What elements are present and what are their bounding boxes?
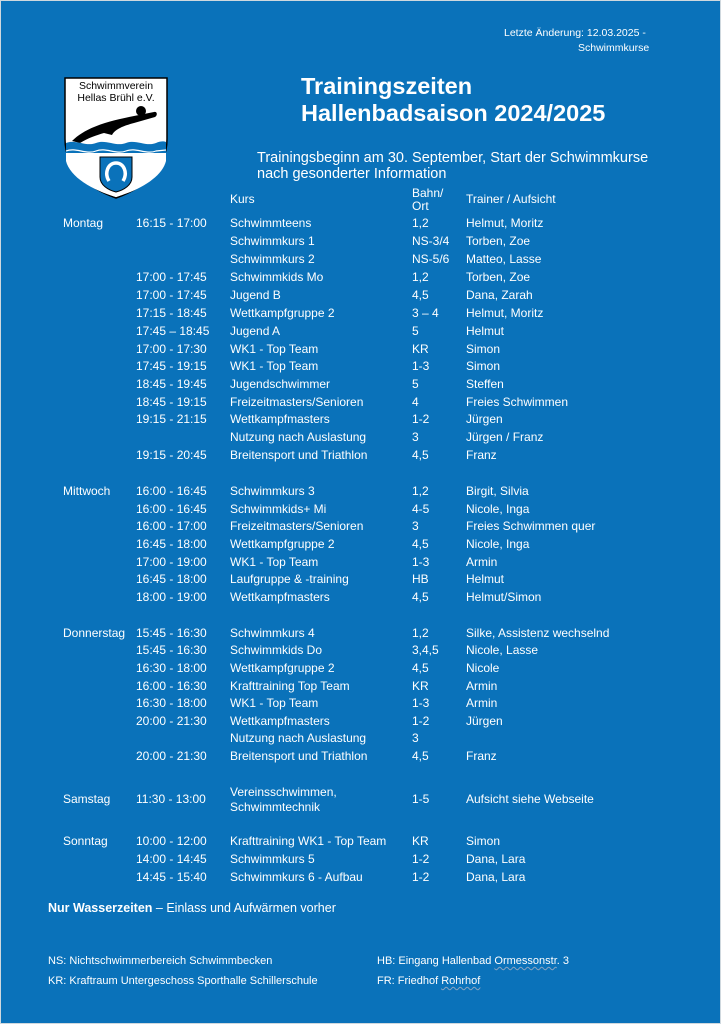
cell-lane: 5: [412, 324, 419, 338]
cell-time: 18:45 - 19:45: [136, 377, 207, 391]
cell-time: 16:15 - 17:00: [136, 216, 207, 230]
cell-lane: 3,4,5: [412, 643, 439, 657]
cell-course: Wettkampfmasters: [230, 714, 330, 728]
cell-trainer: Nicole, Inga: [466, 537, 530, 551]
cell-lane: KR: [412, 679, 429, 693]
cell-trainer: Jürgen: [466, 412, 503, 426]
cell-course: Laufgruppe & -training: [230, 572, 349, 586]
cell-trainer: Nicole: [466, 661, 500, 675]
cell-trainer: Simon: [466, 342, 501, 356]
schedule-row: [1, 519, 720, 537]
schedule-row: [1, 555, 720, 573]
club-logo: [64, 77, 168, 199]
cell-trainer: Jürgen / Franz: [466, 430, 544, 444]
cell-day: Samstag: [63, 792, 111, 806]
cell-lane: 4,5: [412, 661, 429, 675]
cell-lane: 1-2: [412, 852, 430, 866]
schedule-row: [1, 270, 720, 288]
cell-course: Jugend B: [230, 288, 281, 302]
cell-lane: 1-2: [412, 870, 430, 884]
cell-course: WK1 - Top Team: [230, 555, 319, 569]
cell-trainer: Jürgen: [466, 714, 503, 728]
cell-course: Jugend A: [230, 324, 281, 338]
cell-trainer: Freies Schwimmen quer: [466, 519, 596, 533]
cell-day: Donnerstag: [63, 626, 126, 640]
cell-time: 18:45 - 19:15: [136, 395, 207, 409]
cell-time: 19:15 - 21:15: [136, 412, 207, 426]
cell-time: 16:30 - 18:00: [136, 696, 207, 710]
water-times-note: [48, 901, 336, 915]
cell-course: Schwimmteens: [230, 216, 312, 230]
schedule-row: [1, 306, 720, 324]
cell-trainer: Armin: [466, 679, 498, 693]
header-trainer: Trainer / Aufsicht: [466, 192, 556, 206]
cell-lane: 1-3: [412, 359, 430, 373]
schedule-row: [1, 785, 720, 814]
cell-lane: 5: [412, 377, 419, 391]
subtitle-line2: nach gesonderter Information: [257, 166, 447, 182]
page-title: [301, 73, 605, 127]
cell-trainer: Dana, Lara: [466, 870, 526, 884]
title-line2: Hallenbadsaison 2024/2025: [301, 100, 606, 126]
cell-time: 11:30 - 13:00: [136, 792, 206, 806]
schedule-row: [1, 679, 720, 697]
header-lane-line2: Ort: [412, 199, 429, 213]
note-bold: Nur Wasserzeiten: [48, 901, 153, 915]
legend-fr-prefix: FR: Friedhof: [377, 975, 442, 987]
header-course: Kurs: [230, 192, 255, 206]
cell-course: Nutzung nach Auslastung: [230, 430, 367, 444]
cell-lane: 3: [412, 519, 419, 533]
cell-trainer: Dana, Zarah: [466, 288, 533, 302]
header-lane: [412, 187, 443, 213]
schedule-row: [1, 430, 720, 448]
cell-course: Freizeitmasters/Senioren: [230, 519, 364, 533]
cell-lane: 3: [412, 731, 419, 745]
cell-course: WK1 - Top Team: [230, 696, 319, 710]
schedule-row: [1, 484, 720, 502]
cell-time: 14:00 - 14:45: [136, 852, 207, 866]
cell-trainer: Torben, Zoe: [466, 270, 531, 284]
cell-lane: 1-3: [412, 696, 430, 710]
cell-lane: 3 – 4: [412, 306, 439, 320]
cell-day: Sonntag: [63, 834, 108, 848]
cell-lane: KR: [412, 834, 429, 848]
legend-hb-prefix: HB: Eingang Hallenbad: [377, 955, 495, 967]
cell-lane: 4,5: [412, 537, 429, 551]
schedule-row: [1, 252, 720, 270]
note-rest: – Einlass und Aufwärmen vorher: [152, 901, 336, 915]
cell-lane: 4,5: [412, 590, 429, 604]
cell-lane: 1-2: [412, 412, 430, 426]
legend-ns: NS: Nichtschwimmerbereich Schwimmbecken: [48, 955, 273, 967]
legend-hb-street: Ormessonstr: [494, 955, 557, 967]
cell-trainer: Steffen: [466, 377, 504, 391]
cell-course: Krafttraining WK1 - Top Team: [230, 834, 387, 848]
cell-time: 20:00 - 21:30: [136, 749, 207, 763]
schedule-row: [1, 749, 720, 767]
cell-time: 15:45 - 16:30: [136, 626, 207, 640]
schedule-row: [1, 412, 720, 430]
cell-time: 17:00 - 19:00: [136, 555, 207, 569]
schedule-row: [1, 661, 720, 679]
cell-time: 16:00 - 17:00: [136, 519, 207, 533]
schedule-row: [1, 324, 720, 342]
cell-trainer: Helmut: [466, 572, 505, 586]
cell-lane: 4-5: [412, 502, 430, 516]
cell-course: Wettkampfmasters: [230, 590, 330, 604]
cell-time: 19:15 - 20:45: [136, 448, 207, 462]
cell-trainer: Silke, Assistenz wechselnd: [466, 626, 610, 640]
header-lane-line1: Bahn/: [412, 186, 444, 200]
schedule-row: [1, 731, 720, 749]
schedule-row: [1, 870, 720, 888]
cell-course: Schwimmkids Mo: [230, 270, 324, 284]
cell-course: Krafttraining Top Team: [230, 679, 350, 693]
cell-course: Schwimmkurs 2: [230, 252, 315, 266]
schedule-row: [1, 359, 720, 377]
legend-kr: KR: Kraftraum Untergeschoss Sporthalle Schillerschule: [48, 975, 318, 987]
cell-course: Freizeitmasters/Senioren: [230, 395, 364, 409]
cell-trainer: Nicole, Inga: [466, 502, 530, 516]
cell-trainer: Torben, Zoe: [466, 234, 531, 248]
cell-time: 16:00 - 16:45: [136, 502, 207, 516]
cell-course: Schwimmkurs 4: [230, 626, 315, 640]
schedule-row: [1, 377, 720, 395]
cell-time: 14:45 - 15:40: [136, 870, 207, 884]
cell-trainer: Simon: [466, 834, 501, 848]
cell-course-line2: Schwimmtechnik: [230, 800, 321, 814]
cell-lane: KR: [412, 342, 429, 356]
cell-course: Jugendschwimmer: [230, 377, 331, 391]
legend-fr: [377, 974, 480, 988]
cell-time: 20:00 - 21:30: [136, 714, 207, 728]
last-change-line1: Letzte Änderung: 12.03.2025 -: [504, 27, 646, 39]
cell-course: Schwimmkurs 6 - Aufbau: [230, 870, 363, 884]
cell-time: 17:00 - 17:30: [136, 342, 207, 356]
schedule-row: [1, 696, 720, 714]
schedule-row: [1, 502, 720, 520]
schedule-row: [1, 234, 720, 252]
cell-lane: 4,5: [412, 448, 429, 462]
cell-lane: 1-3: [412, 555, 430, 569]
cell-course: WK1 - Top Team: [230, 359, 319, 373]
subtitle: [257, 150, 677, 182]
cell-course: Schwimmkurs 1: [230, 234, 315, 248]
schedule-row: [1, 834, 720, 852]
cell-lane: 1,2: [412, 484, 429, 498]
cell-time: 16:00 - 16:45: [136, 484, 207, 498]
cell-trainer: Helmut/Simon: [466, 590, 542, 604]
cell-time: 16:30 - 18:00: [136, 661, 207, 675]
cell-trainer: Franz: [466, 448, 497, 462]
cell-course: Wettkampfmasters: [230, 412, 330, 426]
schedule-row: [1, 643, 720, 661]
schedule-row: [1, 342, 720, 360]
logo-line1: Schwimmverein: [78, 80, 154, 92]
cell-time: 17:00 - 17:45: [136, 288, 207, 302]
cell-lane: 1,2: [412, 216, 429, 230]
cell-trainer: Matteo, Lasse: [466, 252, 542, 266]
schedule-row: [1, 216, 720, 234]
cell-trainer: Birgit, Silvia: [466, 484, 529, 498]
cell-trainer: Dana, Lara: [466, 852, 526, 866]
subtitle-line1: Trainingsbeginn am 30. September, Start der Schwimmkurse: [257, 150, 649, 166]
schedule-row: [1, 626, 720, 644]
cell-trainer: Armin: [466, 696, 498, 710]
cell-time: 17:00 - 17:45: [136, 270, 207, 284]
cell-day: Mittwoch: [63, 484, 111, 498]
schedule-row: [1, 714, 720, 732]
cell-time: 10:00 - 12:00: [136, 834, 207, 848]
cell-time: 18:00 - 19:00: [136, 590, 207, 604]
legend-fr-place: Rohrhof: [441, 975, 481, 987]
cell-lane: HB: [412, 572, 429, 586]
cell-course: Wettkampfgruppe 2: [230, 537, 335, 551]
cell-course: Schwimmkids+ Mi: [230, 502, 327, 516]
schedule-row: [1, 852, 720, 870]
legend-hb-suffix: . 3: [556, 955, 570, 967]
cell-course: Vereinsschwimmen,: [230, 785, 337, 799]
cell-trainer: Helmut: [466, 324, 505, 338]
cell-day: Montag: [63, 216, 104, 230]
cell-lane: 4,5: [412, 288, 429, 302]
cell-trainer: Aufsicht siehe Webseite: [466, 792, 594, 806]
cell-lane: NS-5/6: [412, 252, 450, 266]
schedule-row: [1, 572, 720, 590]
cell-time: 16:45 - 18:00: [136, 537, 207, 551]
cell-course: Schwimmkurs 3: [230, 484, 315, 498]
cell-trainer: Simon: [466, 359, 501, 373]
cell-trainer: Nicole, Lasse: [466, 643, 539, 657]
cell-course: WK1 - Top Team: [230, 342, 319, 356]
cell-lane: NS-3/4: [412, 234, 450, 248]
legend-hb: [377, 954, 569, 968]
cell-lane: 1-2: [412, 714, 430, 728]
cell-course: Breitensport und Triathlon: [230, 749, 368, 763]
schedule-row: [1, 537, 720, 555]
cell-trainer: Helmut, Moritz: [466, 306, 544, 320]
cell-time: 17:45 – 18:45: [136, 324, 210, 338]
cell-course: Schwimmkids Do: [230, 643, 323, 657]
cell-time: 17:45 - 19:15: [136, 359, 207, 373]
schedule-row: [1, 448, 720, 466]
cell-course: Wettkampfgruppe 2: [230, 661, 335, 675]
title-line1: Trainingszeiten: [301, 73, 473, 99]
cell-lane: 1,2: [412, 270, 429, 284]
cell-time: 16:45 - 18:00: [136, 572, 207, 586]
cell-course: Nutzung nach Auslastung: [230, 731, 367, 745]
cell-time: 15:45 - 16:30: [136, 643, 207, 657]
cell-trainer: Helmut, Moritz: [466, 216, 544, 230]
cell-lane: 4,5: [412, 749, 429, 763]
cell-time: 17:15 - 18:45: [136, 306, 207, 320]
cell-lane: 3: [412, 430, 419, 444]
schedule-row: [1, 288, 720, 306]
club-crest-icon: [64, 77, 168, 199]
cell-time: 16:00 - 16:30: [136, 679, 207, 693]
cell-course: Breitensport und Triathlon: [230, 448, 368, 462]
cell-trainer: Armin: [466, 555, 498, 569]
last-change-note: [504, 26, 654, 56]
cell-course: Schwimmkurs 5: [230, 852, 315, 866]
cell-trainer: Freies Schwimmen: [466, 395, 569, 409]
cell-lane: 1,2: [412, 626, 429, 640]
cell-course: Wettkampfgruppe 2: [230, 306, 335, 320]
schedule-row: [1, 395, 720, 413]
schedule-row: [1, 590, 720, 608]
cell-lane: 1-5: [412, 792, 430, 806]
cell-trainer: Franz: [466, 749, 497, 763]
cell-lane: 4: [412, 395, 419, 409]
last-change-line2: Schwimmkurse: [578, 42, 650, 54]
logo-line2: Hellas Brühl e.V.: [77, 92, 155, 104]
